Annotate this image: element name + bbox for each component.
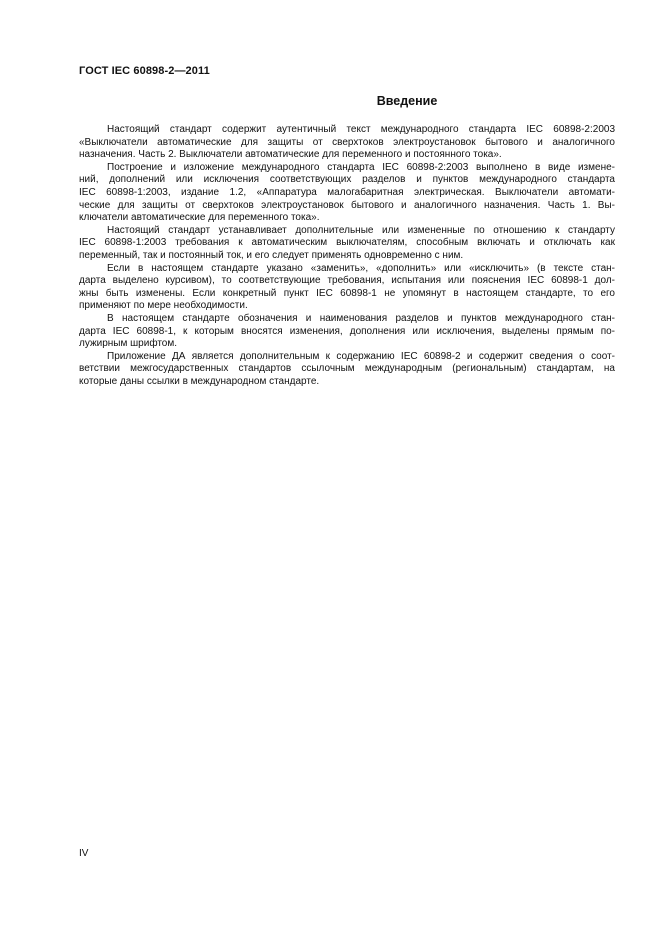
document-header: ГОСТ IEC 60898-2—2011 xyxy=(79,65,210,77)
paragraph-5 xyxy=(79,313,615,351)
text-line: «Выключатели автоматические для защиты от сверхтоков электроустановок бытового и аналогичного xyxy=(79,136,615,148)
section-body xyxy=(79,124,615,388)
text-line: применяют по мере необходимости. xyxy=(79,300,248,312)
text-line: IEC 60898-1:2003 требования к автоматическим выключателям, способным включать и отключать как xyxy=(79,237,615,249)
page-number: IV xyxy=(79,848,89,859)
text-line: назначения. Часть 2. Выключатели автоматические для переменного и постоянного тока». xyxy=(79,149,502,161)
paragraph-4 xyxy=(79,263,615,313)
text-line: ветствии межгосударственных стандартов ссылочным международным (региональным) стандартам, на xyxy=(79,363,615,375)
text-line: ческие для защиты от сверхтоков электроустановок бытового и аналогичного назначения. Часть 1. Вы- xyxy=(79,199,615,211)
text-line: дарта IEC 60898-1, к которым вносятся изменения, дополнения или исключения, выделены прямым по- xyxy=(79,325,615,337)
text-line: ключатели автоматические для переменного тока». xyxy=(79,212,320,224)
text-line: Настоящий стандарт содержит аутентичный текст международного стандарта IEC 60898-2:2003 xyxy=(107,124,615,135)
paragraph-6 xyxy=(79,351,615,389)
text-line: лужирным шрифтом. xyxy=(79,338,178,350)
text-line: Приложение ДА является дополнительным к содержанию IEC 60898-2 и содержит сведения о соот- xyxy=(107,350,615,362)
paragraph-2 xyxy=(79,162,615,225)
text-line: Настоящий стандарт устанавливает дополнительные или измененные по отношению к стандарту xyxy=(107,224,615,236)
text-line: Построение и изложение международного стандарта IEC 60898-2:2003 выполнено в виде измене- xyxy=(107,161,615,173)
text-line: жны быть изменены. Если конкретный пункт IEC 60898-1 не упомянут в настоящем стандарте, то его xyxy=(79,287,615,299)
text-line: которые даны ссылки в международном стандарте. xyxy=(79,375,320,387)
text-line: ний, дополнений или исключения соответствующих разделов и пунктов международного стандарта xyxy=(79,174,615,186)
text-line: переменный, так и постоянный ток, и его следует применять одновременно с ним. xyxy=(79,249,464,261)
text-line: Если в настоящем стандарте указано «заменить», «дополнить» или «исключить» (в тексте стан- xyxy=(107,262,615,274)
paragraph-3 xyxy=(79,225,615,263)
section-title: Введение xyxy=(376,94,438,108)
text-line: дарта выделено курсивом), то соответствующие требования, испытания или пояснения IEC 60898-1 дол- xyxy=(79,275,615,287)
paragraph-1 xyxy=(79,124,615,162)
text-line: IEC 60898-1:2003, издание 1.2, «Аппаратура малогабаритная электрическая. Выключатели автомати- xyxy=(79,186,615,198)
text-line: В настоящем стандарте обозначения и наименования разделов и пунктов международного стан- xyxy=(107,312,615,324)
